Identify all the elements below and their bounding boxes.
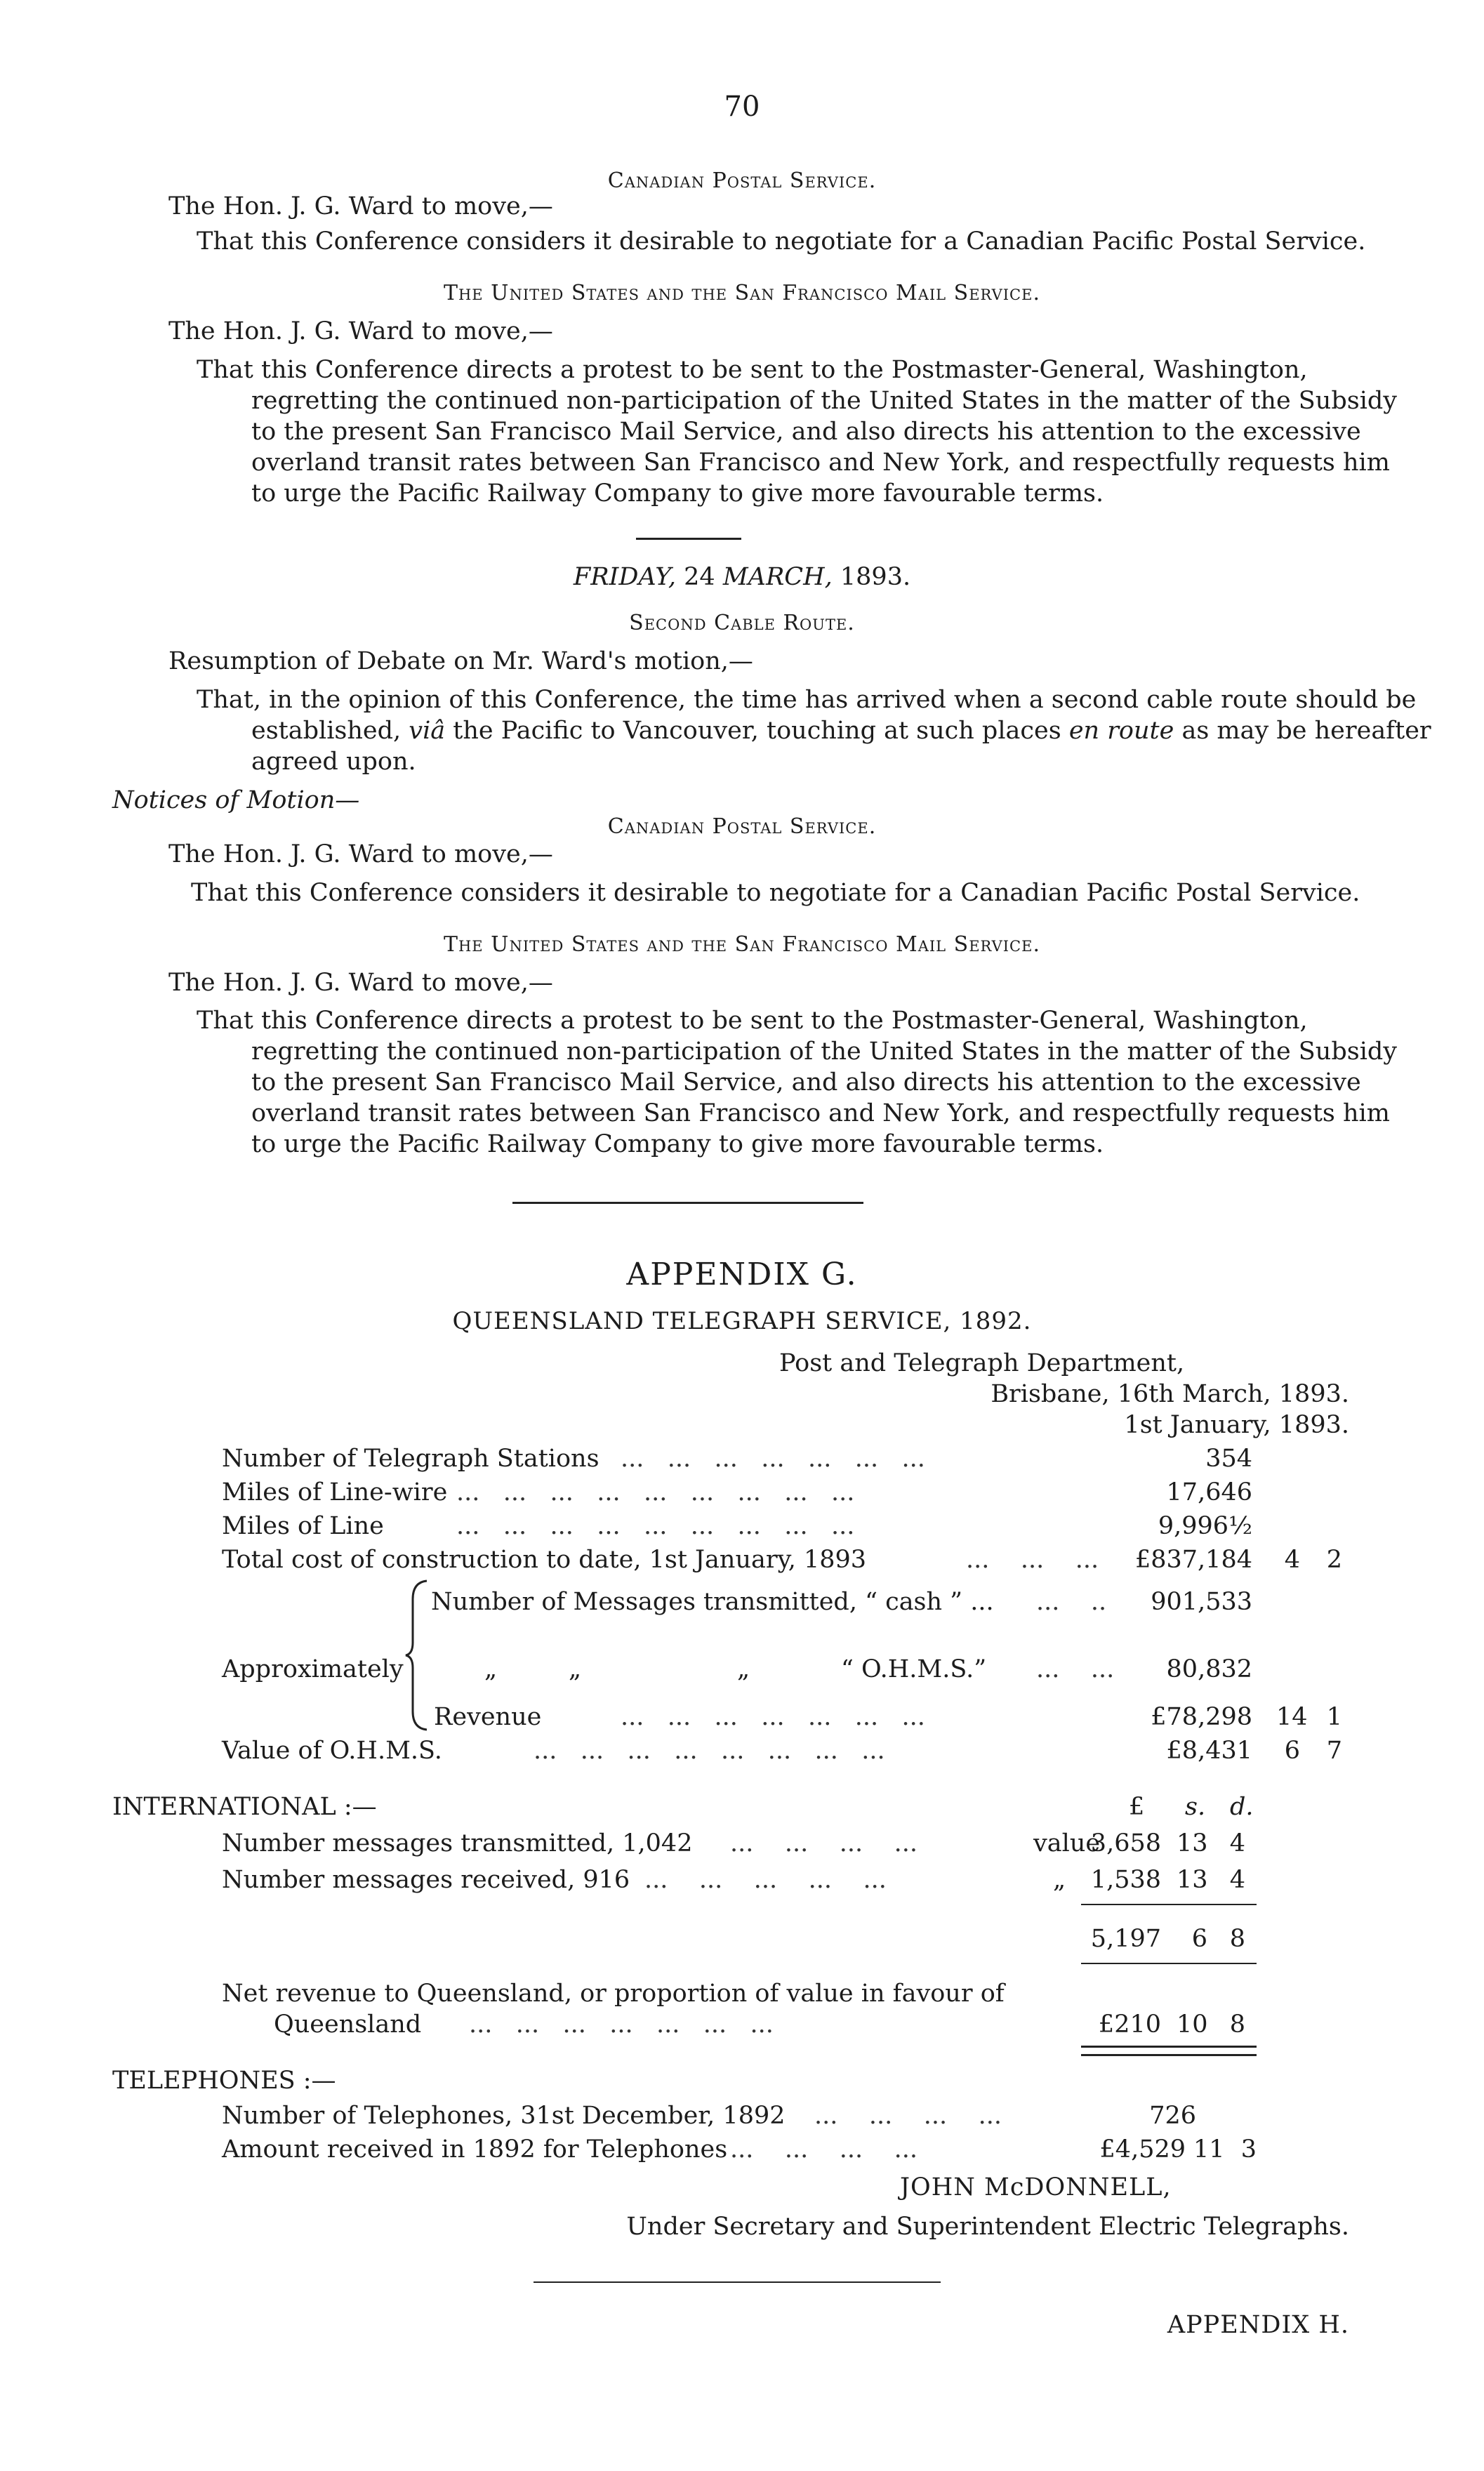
heading-us-mail: The United States and the San Francisco Mail Service.	[443, 281, 1040, 305]
motion-us-line: regretting the continued non-participation of the United States in the matter of the Subsidy	[251, 1038, 1398, 1066]
motion-us-line: to the present San Francisco Mail Service, and also directs his attention to the excessive	[251, 418, 1361, 446]
motion-us-line: to the present San Francisco Mail Service, and also directs his attention to the excessive	[251, 1068, 1361, 1097]
motion-us-line: to urge the Pacific Railway Company to give more favourable terms.	[251, 1130, 1104, 1158]
telephone-row-value: 726	[1149, 2102, 1196, 2130]
approx-row-label: Number of Messages transmitted, “ cash ” ...	[431, 1588, 994, 1616]
notices-of-motion: Notices of Motion—	[112, 786, 360, 814]
mover-canadian: The Hon. J. G. Ward to move,—	[168, 840, 553, 868]
net-revenue-value: £210	[1098, 2010, 1161, 2039]
cable-motion-line: That, in the opinion of this Conference, the time has arrived when a second cable route should be	[197, 686, 1417, 714]
date-year: 1893.	[840, 563, 911, 591]
motion-us-line: overland transit rates between San Francisco and New York, and respectfully requests him	[251, 449, 1390, 477]
next-appendix: APPENDIX H.	[1167, 2311, 1349, 2339]
table-row-shillings: 14	[1276, 1703, 1308, 1731]
section-divider	[636, 538, 741, 540]
ditto-mark: „	[737, 1655, 750, 1683]
table-row-pence: 1	[1326, 1703, 1342, 1731]
leader-dots: ... ... ... ...	[730, 2135, 918, 2164]
intl-row-label: Number messages received, 916	[222, 1866, 630, 1894]
cable-text: as may be hereafter	[1181, 717, 1431, 745]
section-divider	[512, 1202, 863, 1204]
table-row-label: Number of Telegraph Stations	[222, 1445, 599, 1473]
leader-dots: ... ... ...	[966, 1546, 1099, 1574]
leader-dots: ... ... ... ...	[730, 1829, 918, 1857]
motion-us-line: regretting the continued non-participation of the United States in the matter of the Subsidy	[251, 387, 1398, 415]
cable-en-route: en route	[1068, 717, 1174, 745]
leader-dots: ... ... ... ... ... ... ... ... ...	[456, 1478, 855, 1506]
approx-row-value: £78,298	[1151, 1703, 1252, 1731]
intl-row-shillings: 13	[1177, 1829, 1208, 1857]
table-row-value: 9,996½	[1158, 1512, 1252, 1540]
double-rule	[1081, 2046, 1257, 2056]
table-row-value: £837,184	[1134, 1546, 1252, 1574]
intl-row-prefix: „	[1053, 1866, 1066, 1894]
intl-row-shillings: 13	[1177, 1866, 1208, 1894]
date-num: 24	[684, 563, 715, 591]
table-row-label: Total cost of construction to date, 1st January, 1893	[222, 1546, 867, 1574]
intl-total-value: 5,197	[1090, 1925, 1161, 1953]
motion-us-line: That this Conference directs a protest to be sent to the Postmaster-General, Washington,	[197, 356, 1308, 384]
table-row-shillings: 6	[1284, 1737, 1300, 1765]
ohms-label: Value of O.H.M.S.	[222, 1737, 442, 1765]
appendix-title: APPENDIX G.	[626, 1257, 858, 1292]
approx-label: Approximately	[222, 1655, 404, 1683]
international-heading: INTERNATIONAL :—	[112, 1793, 377, 1821]
cable-text: the Pacific to Vancouver, touching at such places	[453, 717, 1061, 745]
ditto-mark: „	[484, 1655, 498, 1683]
telephone-row-label: Amount received in 1892 for Telephones	[222, 2135, 728, 2164]
motion-us-line: overland transit rates between San Francisco and New York, and respectfully requests him	[251, 1099, 1390, 1127]
table-row-label: Miles of Line-wire	[222, 1478, 448, 1506]
leader-dots: ... ... ... ... ... ... ...	[621, 1445, 925, 1473]
place-date: Brisbane, 16th March, 1893.	[991, 1380, 1349, 1408]
friday-date	[0, 562, 1484, 592]
approx-row-label: Revenue	[434, 1703, 542, 1731]
brace-icon	[403, 1578, 431, 1733]
intl-row-pence: 4	[1229, 1866, 1245, 1894]
sum-rule	[1081, 1963, 1257, 1964]
leader-dots: ... ... ... ...	[814, 2102, 1002, 2130]
heading-canadian-postal: Canadian Postal Service.	[607, 814, 877, 839]
ditto-mark: „	[569, 1655, 582, 1683]
cable-motion-line	[251, 715, 1431, 746]
leader-dots: ... ... ... ... ... ... ...	[621, 1703, 925, 1731]
leader-dots: ... ...	[1036, 1655, 1115, 1683]
intl-total-shillings: 6	[1191, 1925, 1207, 1953]
approx-row-label: “ O.H.M.S.”	[841, 1655, 987, 1683]
net-revenue-line: Net revenue to Queensland, or proportion of value in favour of	[222, 1980, 1005, 2008]
sum-rule	[1081, 1904, 1257, 1905]
intl-row-value: 1,538	[1090, 1866, 1161, 1894]
dept-line: Post and Telegraph Department,	[779, 1349, 1185, 1377]
intl-row-pence: 4	[1229, 1829, 1245, 1857]
leader-dots: ... ... ... ... ... ... ... ... ...	[456, 1512, 855, 1540]
leader-dots: ... ... ... ... ... ... ...	[469, 2010, 774, 2039]
section-divider	[534, 2281, 941, 2283]
telephone-row-value: £4,529	[1099, 2135, 1186, 2164]
col-shillings: s.	[1185, 1793, 1206, 1821]
cable-via: viâ	[409, 717, 446, 745]
net-revenue-shillings: 10	[1177, 2010, 1208, 2039]
signatory-name: JOHN McDONNELL,	[900, 2173, 1172, 2201]
date-month: MARCH,	[722, 563, 833, 591]
cable-text: established,	[251, 717, 402, 745]
mover-us: The Hon. J. G. Ward to move,—	[168, 317, 553, 345]
intl-row-label: Number messages transmitted, 1,042	[222, 1829, 693, 1857]
approx-row-value: 80,832	[1166, 1655, 1252, 1683]
date-day: FRIDAY,	[573, 563, 677, 591]
net-revenue-pence: 8	[1229, 2010, 1245, 2039]
table-row-pence: 2	[1326, 1546, 1342, 1574]
mover-us: The Hon. J. G. Ward to move,—	[168, 969, 553, 997]
cable-motion-line: agreed upon.	[251, 748, 416, 776]
signatory-title: Under Secretary and Superintendent Electric Telegraphs.	[626, 2213, 1349, 2241]
intl-total-pence: 8	[1229, 1925, 1245, 1953]
motion-us-line: to urge the Pacific Railway Company to give more favourable terms.	[251, 479, 1104, 508]
net-revenue-line: Queensland	[274, 2010, 422, 2039]
leader-dots: ... ... ... ... ...	[644, 1866, 887, 1894]
heading-us-mail: The United States and the San Francisco Mail Service.	[443, 932, 1040, 957]
page-number: 70	[724, 91, 760, 123]
motion-canadian: That this Conference considers it desirable to negotiate for a Canadian Pacific Postal Service.	[191, 879, 1360, 907]
intl-row-value: 3,658	[1090, 1829, 1161, 1857]
heading-canadian-postal: Canadian Postal Service.	[607, 168, 877, 193]
table-row-pence: 7	[1326, 1737, 1342, 1765]
motion-canadian: That this Conference considers it desirable to negotiate for a Canadian Pacific Postal Service.	[197, 227, 1366, 256]
approx-row-value: 901,533	[1151, 1588, 1252, 1616]
intl-row-prefix: value	[1033, 1829, 1101, 1857]
motion-us-line: That this Conference directs a protest to be sent to the Postmaster-General, Washington,	[197, 1007, 1308, 1035]
mover-canadian: The Hon. J. G. Ward to move,—	[168, 192, 553, 220]
appendix-subtitle: QUEENSLAND TELEGRAPH SERVICE, 1892.	[452, 1307, 1032, 1335]
resumption-line: Resumption of Debate on Mr. Ward's motion,—	[168, 647, 753, 675]
col-pence: d.	[1230, 1793, 1254, 1821]
leader-dots: ... ... ... ... ... ... ... ...	[534, 1737, 885, 1765]
telephone-row-label: Number of Telephones, 31st December, 1892	[222, 2102, 786, 2130]
telephone-row-shillings: 11	[1193, 2135, 1225, 2164]
ohms-value: £8,431	[1166, 1737, 1252, 1765]
telephone-row-pence: 3	[1240, 2135, 1257, 2164]
table-row-shillings: 4	[1284, 1546, 1300, 1574]
table-row-label: Miles of Line	[222, 1512, 384, 1540]
leader-dots: ... ..	[1036, 1588, 1107, 1616]
col-pound: £	[1129, 1793, 1145, 1821]
heading-second-cable: Second Cable Route.	[629, 611, 855, 635]
telephones-heading: TELEPHONES :—	[112, 2067, 336, 2095]
table-row-value: 354	[1205, 1445, 1252, 1473]
table-row-value: 17,646	[1166, 1478, 1252, 1506]
as-at-date: 1st January, 1893.	[1124, 1411, 1349, 1439]
